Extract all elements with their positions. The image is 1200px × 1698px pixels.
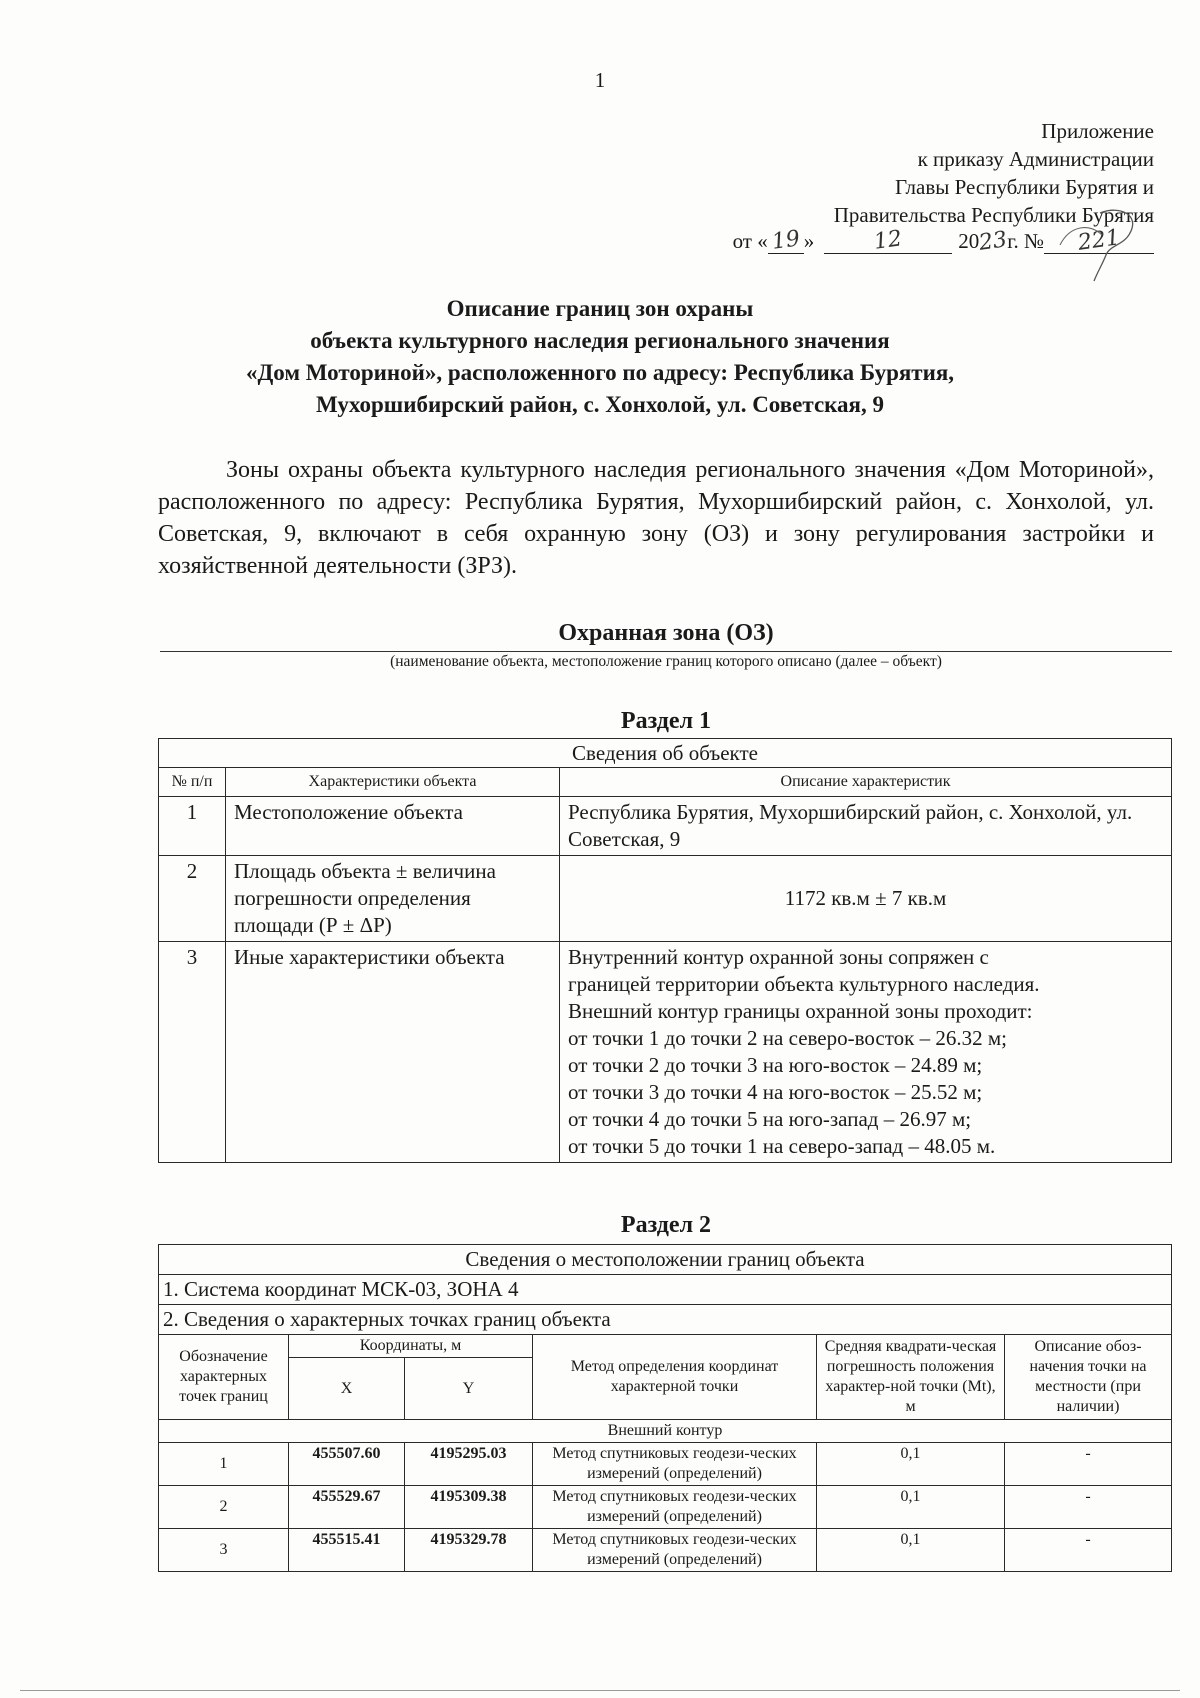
row-characteristic: Иные характеристики объекта xyxy=(226,942,560,1163)
column-header: № п/п xyxy=(159,768,226,797)
table-caption: Сведения о местоположении границ объекта xyxy=(159,1245,1172,1275)
appendix-line: Главы Республики Бурятия и xyxy=(895,175,1154,199)
point-x: 455529.67 xyxy=(289,1486,405,1529)
row-number: 2 xyxy=(159,856,226,942)
intro-paragraph: Зоны охраны объекта культурного наследия регионального значения «Дом Моториной», расположенного по адресу: Республика Бурятия, Мухоршибирский район, с. Хонхолой, ул. Советская, 9, включают в себя охранную зону (ОЗ) и зону регулирования застройки и хозяйственной деятельности (ЗРЗ). xyxy=(158,457,1154,579)
column-header: Характеристики объекта xyxy=(226,768,560,797)
row-characteristic: Площадь объекта ± величина погрешности определения площади (Р ± ΔР) xyxy=(226,856,560,942)
column-header: Y xyxy=(405,1358,533,1420)
column-header: Метод определения координат характерной точки xyxy=(533,1335,817,1420)
point-y: 4195309.38 xyxy=(405,1486,533,1529)
page-bottom-rule xyxy=(20,1690,1180,1691)
zone-title: Охранная зона (ОЗ) xyxy=(558,620,774,646)
boundary-points-table xyxy=(158,1244,1172,1572)
description-line: Внешний контур границы охранной зоны проходит: xyxy=(568,999,1033,1023)
page-number: 1 xyxy=(594,68,606,92)
row-number: 1 xyxy=(159,797,226,856)
date-year-prefix: 20 xyxy=(958,229,980,253)
zone-title-underline xyxy=(160,651,1172,652)
document-title xyxy=(0,293,1200,421)
point-id: 1 xyxy=(159,1443,289,1486)
table-row xyxy=(159,1486,1172,1529)
description-line: от точки 1 до точки 2 на северо-восток – 26.32 м; xyxy=(568,1026,1007,1050)
appendix-line: к приказу Администрации xyxy=(917,147,1154,171)
row-number: 3 xyxy=(159,942,226,1163)
point-id: 2 xyxy=(159,1486,289,1529)
column-header: X xyxy=(289,1358,405,1420)
date-day: 19 xyxy=(768,229,804,254)
section2-title: Раздел 2 xyxy=(620,1212,712,1238)
point-rms: 0,1 xyxy=(817,1486,1005,1529)
column-header: Описание обоз-начения точки на местности (при наличии) xyxy=(1005,1335,1172,1420)
table-row xyxy=(159,942,1172,1163)
coordinate-system: 1. Система координат МСК-03, ЗОНА 4 xyxy=(159,1275,1172,1305)
description-line: от точки 3 до точки 4 на юго-восток – 25.52 м; xyxy=(568,1080,983,1104)
column-header: Обозначение характерных точек границ xyxy=(159,1335,289,1420)
point-id: 3 xyxy=(159,1529,289,1572)
description-line: от точки 5 до точки 1 на северо-запад – 48.05 м. xyxy=(568,1134,996,1158)
description-line: Внутренний контур охранной зоны сопряжен с xyxy=(568,945,989,969)
points-caption: 2. Сведения о характерных точках границ объекта xyxy=(159,1305,1172,1335)
order-number-label: г. № xyxy=(1007,229,1044,253)
row-description xyxy=(560,942,1172,1163)
description-line: границей территории объекта культурного наследия. xyxy=(568,972,1040,996)
point-y: 4195329.78 xyxy=(405,1529,533,1572)
row-characteristic: Местоположение объекта xyxy=(226,797,560,856)
point-method: Метод спутниковых геодези-ческих измерений (определений) xyxy=(533,1443,817,1486)
handwritten-signature xyxy=(1040,205,1150,285)
point-y: 4195295.03 xyxy=(405,1443,533,1486)
column-header: Координаты, м xyxy=(289,1335,533,1358)
title-line: объекта культурного наследия регионального значения xyxy=(310,328,890,353)
section1-title: Раздел 1 xyxy=(620,708,712,734)
row-description: Республика Бурятия, Мухоршибирский район, с. Хонхолой, ул. Советская, 9 xyxy=(560,797,1172,856)
column-header: Описание характеристик xyxy=(560,768,1172,797)
appendix-line: Приложение xyxy=(1041,119,1154,143)
title-line: «Дом Моториной», расположенного по адресу: Республика Бурятия, xyxy=(245,360,955,385)
contour-label: Внешний контур xyxy=(159,1420,1172,1443)
row-description: 1172 кв.м ± 7 кв.м xyxy=(560,856,1172,942)
order-number: 221 xyxy=(1044,229,1154,254)
zone-caption: (наименование объекта, местоположение границ которого описано (далее – объект) xyxy=(390,653,942,670)
table-row xyxy=(159,797,1172,856)
point-rms: 0,1 xyxy=(817,1529,1005,1572)
point-rms: 0,1 xyxy=(817,1443,1005,1486)
column-header: Средняя квадрати-ческая погрешность положения характер-ной точки (Mt), м xyxy=(817,1335,1005,1420)
point-method: Метод спутниковых геодези-ческих измерений (определений) xyxy=(533,1529,817,1572)
point-x: 455515.41 xyxy=(289,1529,405,1572)
date-day-close: » xyxy=(803,229,815,253)
date-year-suffix: 23 xyxy=(977,227,1009,256)
point-description: - xyxy=(1005,1443,1172,1486)
title-line: Описание границ зон охраны xyxy=(446,296,754,321)
table-row xyxy=(159,1529,1172,1572)
table-row xyxy=(159,856,1172,942)
title-line: Мухоршибирский район, с. Хонхолой, ул. Советская, 9 xyxy=(315,392,884,417)
date-prefix: от « xyxy=(732,229,768,253)
table-row xyxy=(159,1443,1172,1486)
appendix-line: Правительства Республики Бурятия xyxy=(833,203,1154,227)
table-caption: Сведения об объекте xyxy=(159,739,1172,768)
point-x: 455507.60 xyxy=(289,1443,405,1486)
point-description: - xyxy=(1005,1486,1172,1529)
point-method: Метод спутниковых геодези-ческих измерений (определений) xyxy=(533,1486,817,1529)
date-month: 12 xyxy=(824,229,952,254)
object-info-table xyxy=(158,738,1172,1163)
description-line: от точки 4 до точки 5 на юго-запад – 26.97 м; xyxy=(568,1107,972,1131)
description-line: от точки 2 до точки 3 на юго-восток – 24.89 м; xyxy=(568,1053,983,1077)
point-description: - xyxy=(1005,1529,1172,1572)
